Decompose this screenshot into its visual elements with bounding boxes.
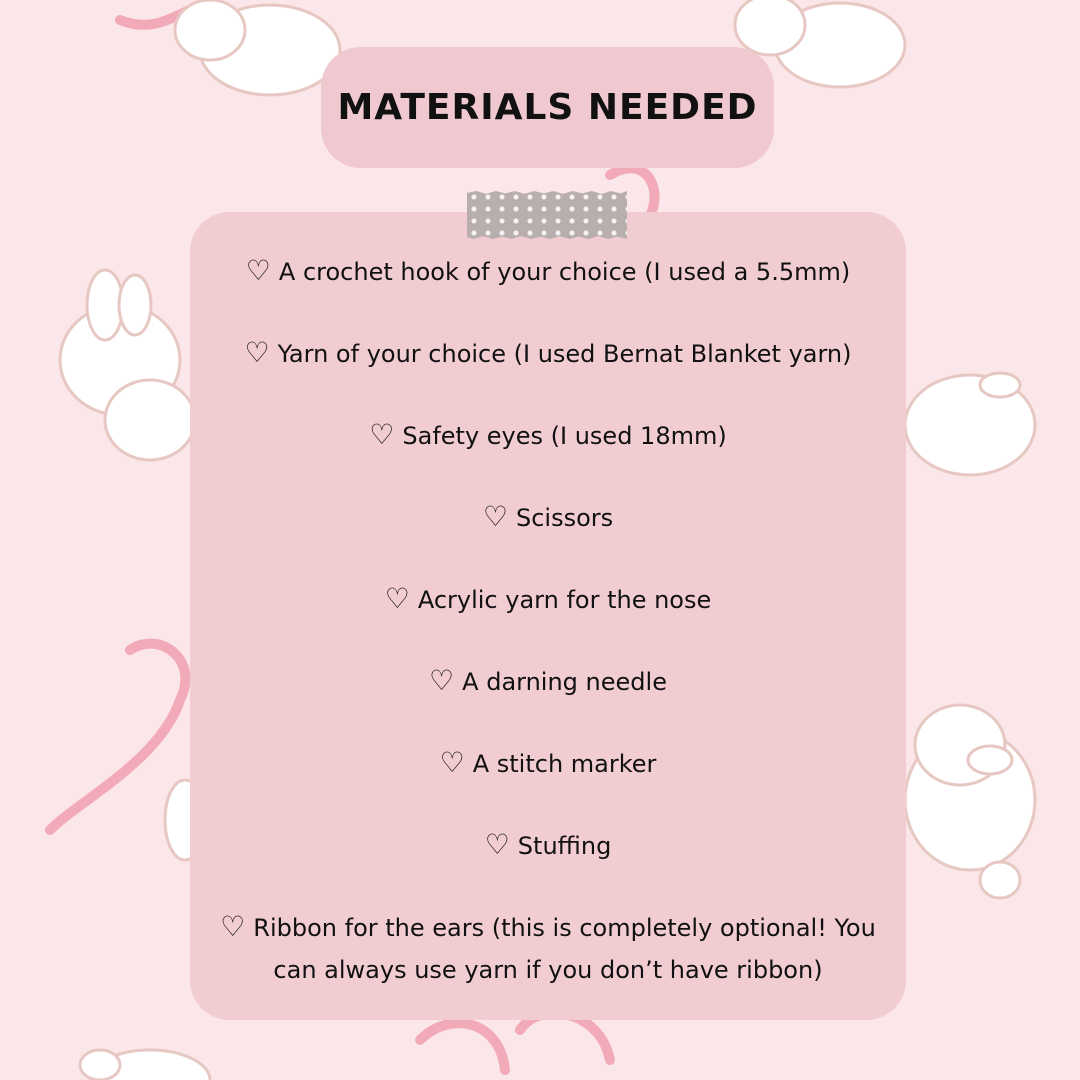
- heart-icon: ♡: [482, 500, 508, 533]
- list-item-text: A crochet hook of your choice (I used a 5.5mm): [278, 258, 851, 286]
- list-item: [210, 250, 886, 293]
- materials-card: [190, 212, 906, 1020]
- list-item: [210, 496, 886, 539]
- list-item-text: Yarn of your choice (I used Bernat Blanket yarn): [277, 340, 852, 368]
- list-item-text: Ribbon for the ears (this is completely optional! You can always use yarn if you don’t have ribbon): [253, 914, 876, 984]
- list-item-text: Stuffing: [517, 832, 612, 860]
- list-item-text: Acrylic yarn for the nose: [417, 586, 712, 614]
- list-item: [210, 660, 886, 703]
- heart-icon: ♡: [245, 254, 271, 287]
- heart-icon: ♡: [369, 418, 395, 451]
- list-item: [210, 742, 886, 785]
- title-banner: [321, 47, 774, 168]
- heart-icon: ♡: [484, 828, 510, 861]
- washi-tape-decoration: [467, 191, 627, 239]
- page-title: MATERIALS NEEDED: [337, 87, 758, 128]
- ribbon-left: [50, 644, 185, 830]
- heart-icon: ♡: [384, 582, 410, 615]
- list-item-text: Scissors: [515, 504, 614, 532]
- list-item-text: A stitch marker: [472, 750, 657, 778]
- heart-icon: ♡: [244, 336, 270, 369]
- list-item: [210, 578, 886, 621]
- list-item: [210, 824, 886, 867]
- list-item: [210, 332, 886, 375]
- heart-icon: ♡: [439, 746, 465, 779]
- list-item: [210, 414, 886, 457]
- list-item-text: A darning needle: [462, 668, 667, 696]
- ribbon-bottom: [520, 1013, 610, 1060]
- list-item-text: Safety eyes (I used 18mm): [402, 422, 727, 450]
- heart-icon: ♡: [429, 664, 455, 697]
- list-item: [220, 906, 876, 991]
- heart-icon: ♡: [220, 910, 246, 943]
